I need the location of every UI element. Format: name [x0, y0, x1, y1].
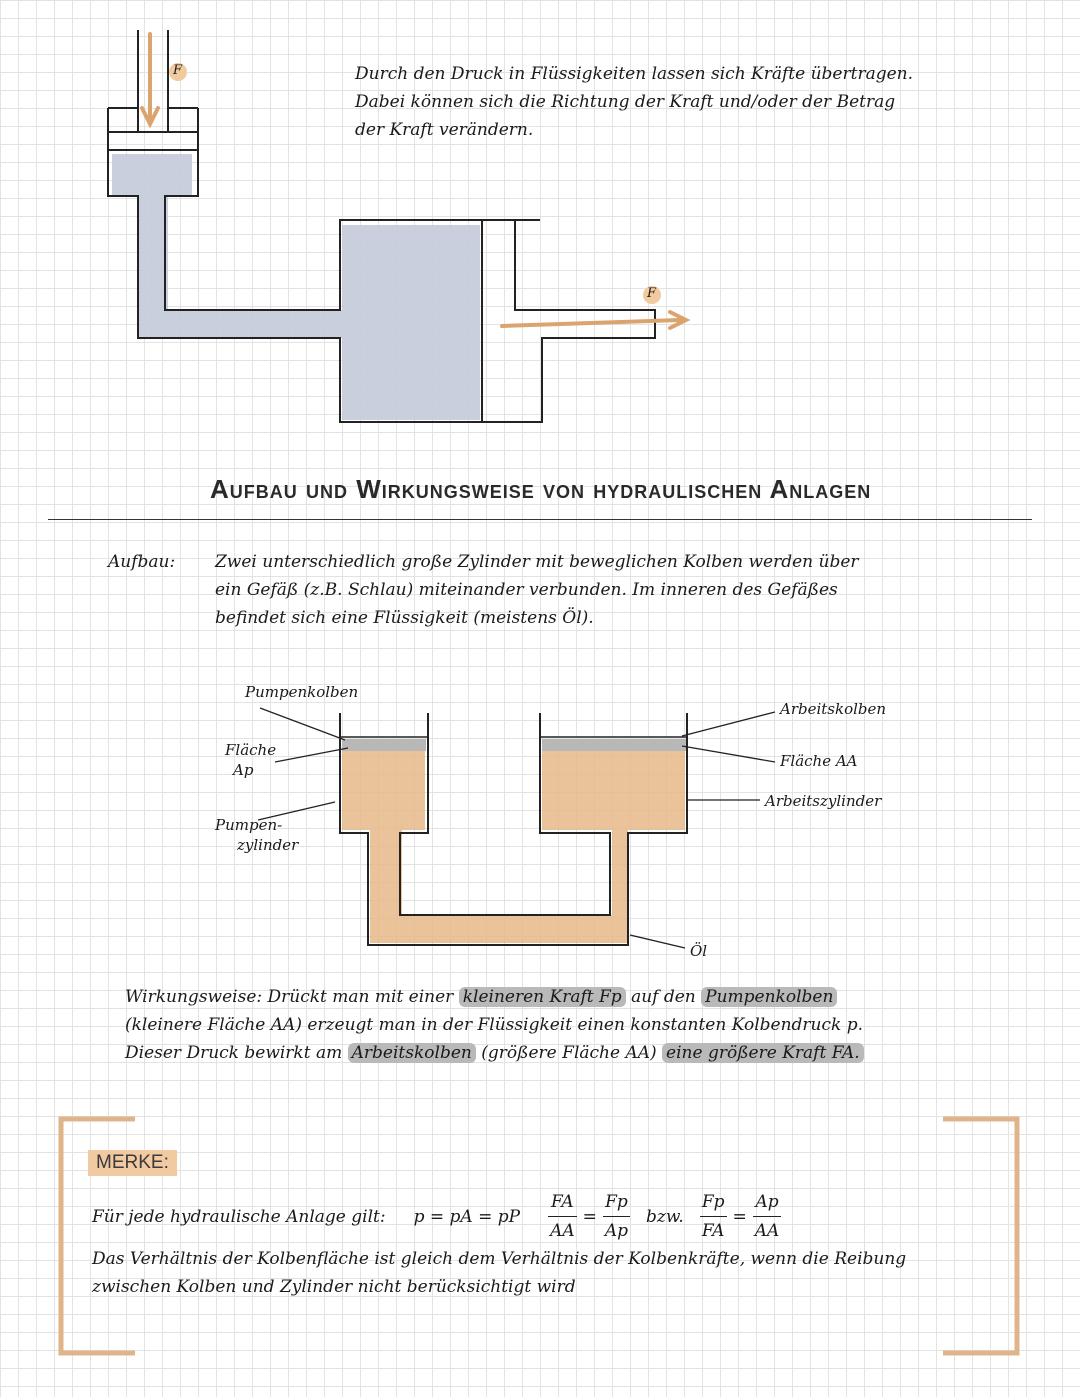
frac-1-den: AA: [550, 1221, 575, 1241]
intro-line-1: Durch den Druck in Flüssigkeiten lassen sich Kräfte übertragen.: [355, 64, 914, 84]
force-label-out: F: [647, 286, 657, 301]
equals-2: =: [732, 1206, 747, 1227]
merke-formula: p = pA = pP: [413, 1206, 521, 1227]
highlight-pumpenkolben: Pumpenkolben: [701, 987, 837, 1007]
label-pumpenkolben: Pumpenkolben: [245, 683, 359, 701]
merke-line-3: zwischen Kolben und Zylinder nicht berücksichtigt wird: [92, 1277, 576, 1297]
label-flaeche-a: Fläche AA: [780, 752, 858, 770]
equals-1: =: [582, 1206, 597, 1227]
wirkungsweise-line-3: [125, 1039, 1055, 1067]
wirkungsweise-line-2: (kleinere Fläche AA) erzeugt man in der Flüssigkeit einen konstanten Kolbendruck p.: [125, 1015, 863, 1035]
frac-1-num: FA: [548, 1188, 577, 1217]
merke-lead: Für jede hydraulische Anlage gilt:: [92, 1206, 386, 1227]
frac-4-num: Ap: [753, 1188, 782, 1217]
fraction-fp-fa: [700, 1188, 727, 1245]
aufbau-label: Aufbau:: [108, 552, 176, 572]
leader-lines: [230, 690, 790, 960]
aufbau-line-3: befindet sich eine Flüssigkeit (meistens Öl).: [215, 608, 594, 628]
title-rule: [48, 519, 1032, 520]
wirkungsweise-text: [125, 983, 1055, 1067]
merke-tag: MERKE:: [88, 1150, 177, 1176]
label-arbeitszylinder: Arbeitszylinder: [765, 792, 882, 810]
highlight-kleinere-kraft: kleineren Kraft Fp: [459, 987, 626, 1007]
aufbau-text: [215, 548, 1035, 632]
fraction-ap-aa: [753, 1188, 782, 1245]
wirkungsweise-l1-b: auf den: [631, 987, 696, 1007]
intro-line-3: der Kraft verändern.: [355, 120, 534, 140]
aufbau-line-1: Zwei unterschiedlich große Zylinder mit beweglichen Kolben werden über: [215, 552, 859, 572]
label-flaeche-p-1: Fläche: [225, 741, 277, 759]
intro-text: [355, 60, 1045, 144]
merke-text: [92, 1245, 992, 1301]
highlight-groessere-kraft: eine größere Kraft FA.: [662, 1043, 864, 1063]
aufbau-line-2: ein Gefäß (z.B. Schlau) miteinander verbunden. Im inneren des Gefäßes: [215, 580, 838, 600]
merke-line-2: Das Verhältnis der Kolbenfläche ist gleich dem Verhältnis der Kolbenkräfte, wenn die Reibung: [92, 1249, 907, 1269]
merke-bzw: bzw.: [646, 1206, 684, 1227]
blue-fluid: [112, 154, 480, 420]
frac-3-den: FA: [701, 1221, 725, 1241]
wirkungsweise-l3-a: Dieser Druck bewirkt am: [125, 1043, 343, 1063]
wirkungsweise-label: Wirkungsweise:: [125, 987, 263, 1007]
frac-2-num: Fp: [603, 1188, 630, 1217]
wirkungsweise-l3-b: (größere Fläche AA): [481, 1043, 657, 1063]
label-oel: Öl: [690, 942, 708, 960]
fraction-fa-aa: [548, 1188, 577, 1245]
label-pumpenzylinder-1: Pumpen-: [215, 816, 283, 834]
label-flaeche-p-2: Ap: [233, 761, 254, 779]
label-pumpenzylinder-2: zylinder: [237, 836, 299, 854]
frac-4-den: AA: [754, 1221, 780, 1241]
force-label-in: F: [173, 63, 183, 78]
label-pumpenzylinder: [215, 815, 298, 855]
label-flaeche-p: [225, 740, 276, 780]
section-title: Aufbau und Wirkungsweise von hydraulischen Anlagen: [210, 474, 872, 504]
intro-line-2: Dabei können sich die Richtung der Kraft und/oder der Betrag: [355, 92, 896, 112]
fraction-fp-ap: [603, 1188, 630, 1245]
wirkungsweise-l1-a: Drückt man mit einer: [267, 987, 454, 1007]
frac-2-den: Ap: [604, 1221, 629, 1241]
label-arbeitskolben: Arbeitskolben: [780, 700, 887, 718]
force-arrow-out: [502, 320, 680, 326]
frac-3-num: Fp: [700, 1188, 727, 1217]
highlight-arbeitskolben: Arbeitskolben: [348, 1043, 476, 1063]
wirkungsweise-line-1: [125, 983, 1055, 1011]
merke-formula-line: [92, 1188, 992, 1245]
